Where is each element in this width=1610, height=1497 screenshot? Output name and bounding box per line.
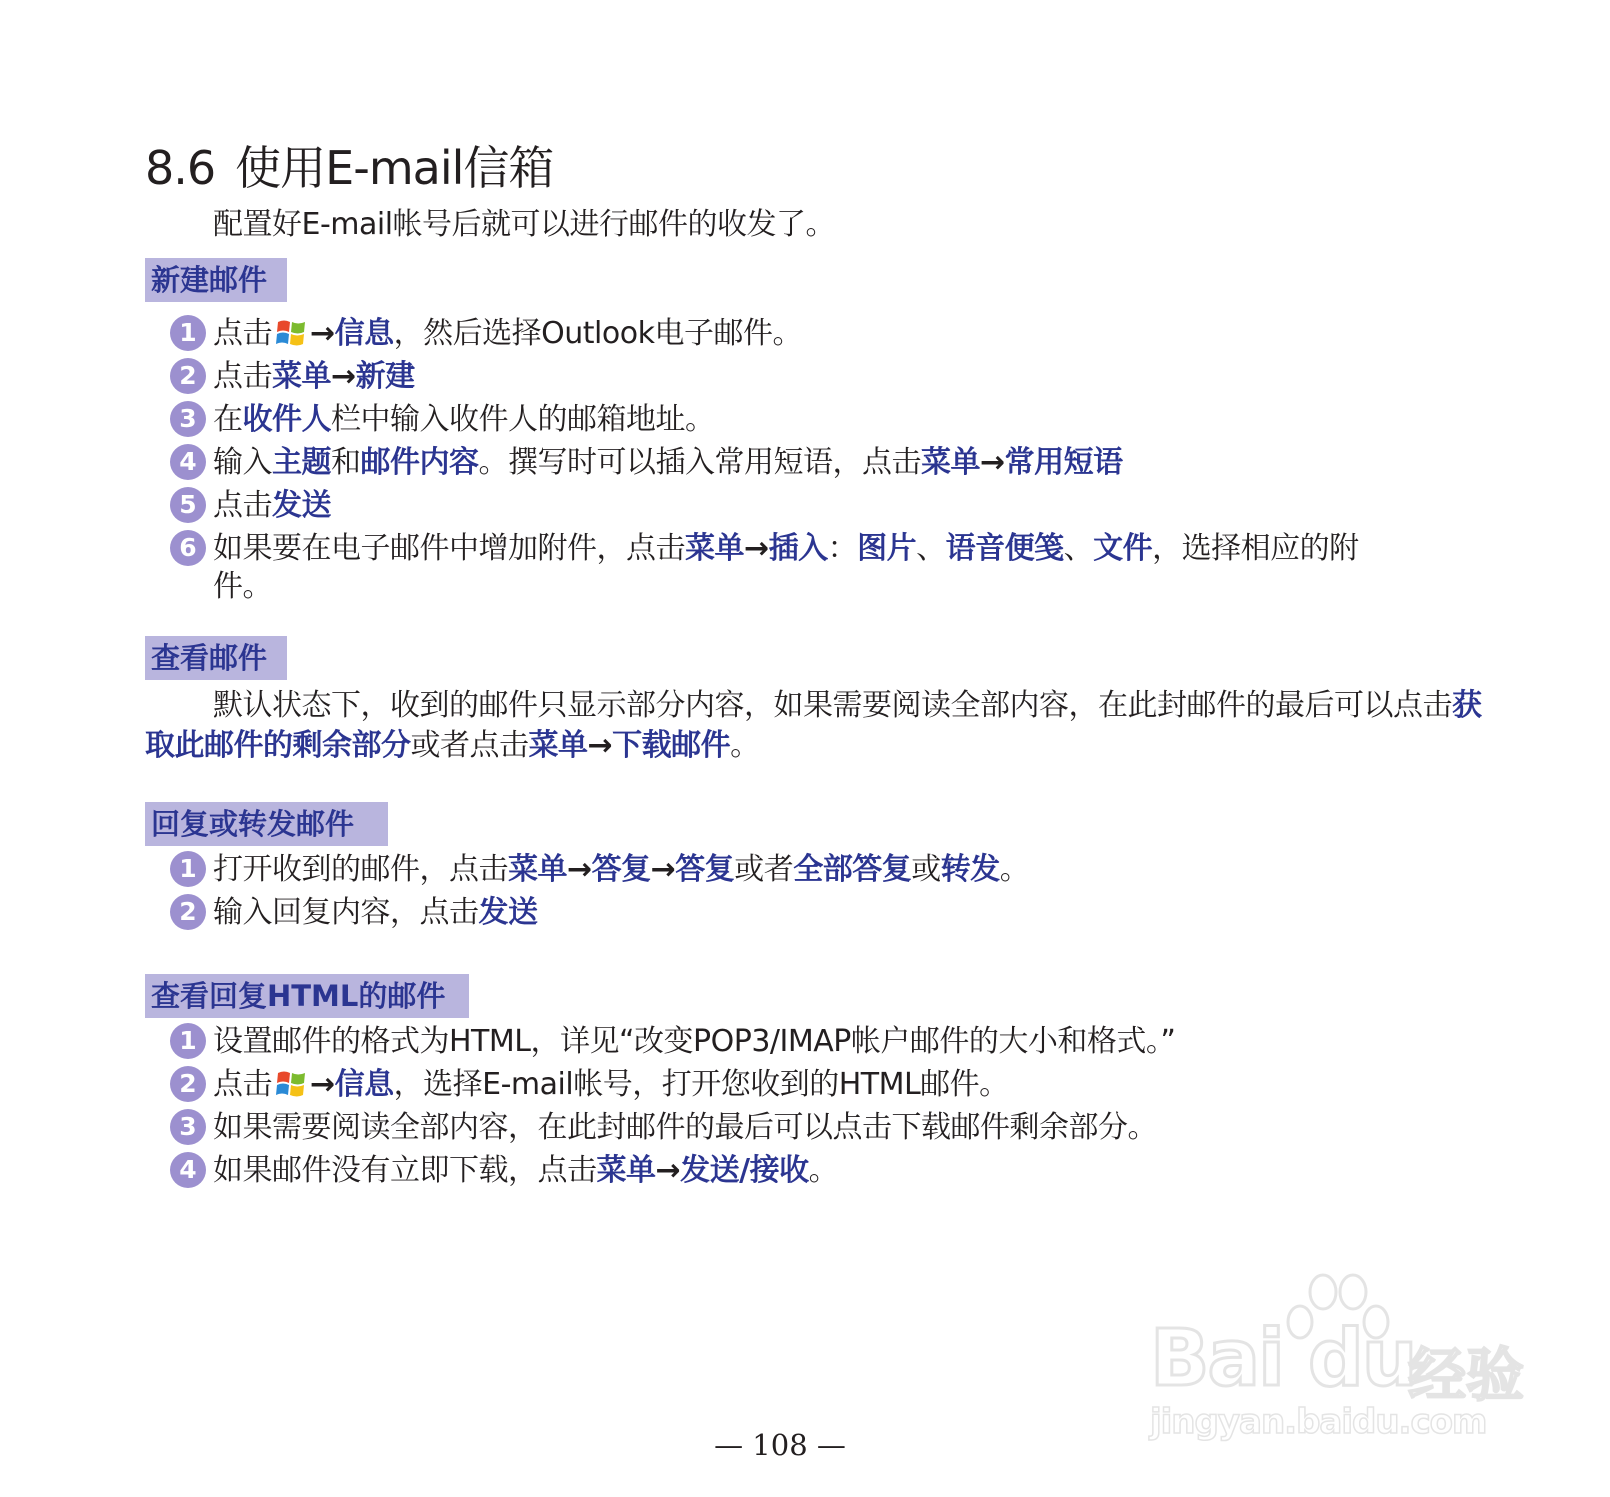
html-mail-step-4 (170, 1152, 1500, 1190)
step-text: 在 (213, 402, 243, 437)
keyword: 新建 (355, 359, 415, 394)
step-number-badge: 2 (170, 1066, 206, 1102)
step-text: 如果需要阅读全部内容，在此封邮件的最后可以点击下载邮件剩余部分。 (213, 1110, 1157, 1145)
keyword: 菜单 (508, 852, 567, 887)
arrow: → (980, 445, 1005, 480)
step-text: 、 (916, 531, 946, 566)
watermark-brand: 经验 (1408, 1341, 1525, 1409)
view-mail-paragraph (145, 686, 1485, 766)
keyword: 答复 (675, 852, 735, 887)
new-mail-step-3 (170, 401, 1500, 439)
keyword: 答复 (591, 852, 651, 887)
step-number-badge: 5 (170, 487, 206, 523)
paragraph-text: 。 (730, 728, 760, 763)
keyword: 信息 (334, 1067, 394, 1102)
page-number: — 108 — (714, 1428, 846, 1462)
step-text: 点击 (213, 1067, 272, 1102)
keyword: 转发 (940, 852, 1000, 887)
step-number-badge: 1 (170, 851, 206, 887)
keyword: 主题 (272, 445, 331, 480)
arrow: → (310, 1067, 335, 1102)
step-text: 输入回复内容，点击 (213, 895, 479, 930)
watermark-logo: Bai du (1150, 1314, 1416, 1404)
keyword: 菜单 (272, 359, 331, 394)
paragraph-text: 或者点击 (410, 728, 529, 763)
section-number: 8.6 (145, 141, 216, 195)
keyword: 语音便笺 (945, 531, 1064, 566)
arrow: → (655, 1153, 681, 1188)
keyword: 发送 (272, 488, 331, 523)
keyword: 下载邮件 (612, 728, 731, 763)
html-mail-step-2 (170, 1066, 1500, 1104)
step-text: 或 (911, 852, 941, 887)
step-number-badge: 2 (170, 894, 206, 930)
keyword: 全部答复 (793, 852, 912, 887)
new-mail-step-4 (170, 444, 1500, 482)
step-number-badge: 3 (170, 401, 206, 437)
arrow: → (331, 359, 356, 394)
keyword: 菜单 (528, 728, 588, 763)
step-number-badge: 3 (170, 1109, 206, 1145)
new-mail-step-6 (170, 530, 1410, 606)
keyword: 菜单 (921, 445, 980, 480)
reply-step-2 (170, 894, 1500, 932)
step-text: 。 (999, 852, 1030, 887)
heading-new-mail: 新建邮件 (145, 258, 287, 302)
step-text: 输入 (213, 445, 272, 480)
keyword: 菜单 (685, 531, 744, 566)
arrow: → (744, 531, 769, 566)
html-mail-step-3 (170, 1109, 1500, 1147)
section-title-text: 使用E-mail信箱 (235, 141, 554, 195)
step-text: 。撰写时可以插入常用短语，点击 (478, 445, 921, 480)
keyword: 发送 (478, 895, 538, 930)
step-text: 如果邮件没有立即下载，点击 (213, 1153, 597, 1188)
new-mail-step-2 (170, 358, 1500, 396)
keyword: 邮件内容 (360, 445, 479, 480)
keyword: 信息 (334, 316, 394, 351)
html-mail-step-1 (170, 1023, 1500, 1061)
step-text: 打开收到的邮件，点击 (213, 852, 508, 887)
keyword: 文件 (1093, 531, 1153, 566)
step-text: 设置邮件的格式为HTML，详见“改变POP3/IMAP帐户邮件的大小和格式。” (213, 1024, 1176, 1059)
keyword: 图片 (857, 531, 917, 566)
step-number-badge: 4 (170, 1152, 206, 1188)
step-text: 、 (1063, 531, 1094, 566)
arrow: → (587, 728, 613, 763)
step-text: ，选择E-mail帐号，打开您收到的HTML邮件。 (393, 1067, 1009, 1102)
step-number-badge: 1 (170, 315, 206, 351)
keyword: 常用短语 (1004, 445, 1123, 480)
keyword: 插入 (768, 531, 828, 566)
step-number-badge: 6 (170, 530, 206, 566)
step-text: 点击 (213, 359, 272, 394)
step-text: ，选择相应的附件。 (213, 531, 1359, 604)
arrow: → (567, 852, 592, 887)
intro-paragraph (145, 205, 1485, 245)
new-mail-step-1 (170, 315, 1500, 353)
paragraph-text: 默认状态下，收到的邮件只显示部分内容，如果需要阅读全部内容，在此封邮件的最后可以点击 (213, 688, 1452, 723)
reply-step-1 (170, 851, 1500, 889)
page-title (145, 132, 553, 198)
step-text: 。 (808, 1153, 839, 1188)
step-text: 栏中输入收件人的邮箱地址。 (331, 402, 715, 437)
step-text: 和 (331, 445, 361, 480)
step-text: ，然后选择Outlook电子邮件。 (393, 316, 802, 351)
heading-html-mail: 查看回复HTML的邮件 (145, 974, 469, 1018)
baidu-jingyan-watermark (1150, 1270, 1530, 1440)
keyword: 收件人 (242, 402, 331, 437)
step-number-badge: 1 (170, 1023, 206, 1059)
step-text: 或者 (734, 852, 794, 887)
step-number-badge: 2 (170, 358, 206, 394)
step-text: 点击 (213, 488, 272, 523)
keyword: 获取此邮件的剩余部分 (145, 688, 1482, 763)
step-number-badge: 4 (170, 444, 206, 480)
windows-start-icon (275, 1068, 307, 1100)
windows-start-icon (275, 317, 307, 349)
step-text: 如果要在电子邮件中增加附件，点击 (213, 531, 685, 566)
keyword: 菜单 (596, 1153, 656, 1188)
new-mail-step-5 (170, 487, 1500, 525)
keyword: 发送/接收 (680, 1153, 809, 1188)
watermark-url: jingyan.baidu.com (1150, 1402, 1487, 1442)
step-text: ： (827, 531, 858, 566)
step-text: 点击 (213, 316, 272, 351)
arrow: → (310, 316, 335, 351)
heading-view-mail: 查看邮件 (145, 636, 287, 680)
intro-text: 配置好E-mail帐号后就可以进行邮件的收发了。 (213, 207, 836, 242)
arrow: → (650, 852, 676, 887)
heading-reply-forward: 回复或转发邮件 (145, 802, 388, 846)
